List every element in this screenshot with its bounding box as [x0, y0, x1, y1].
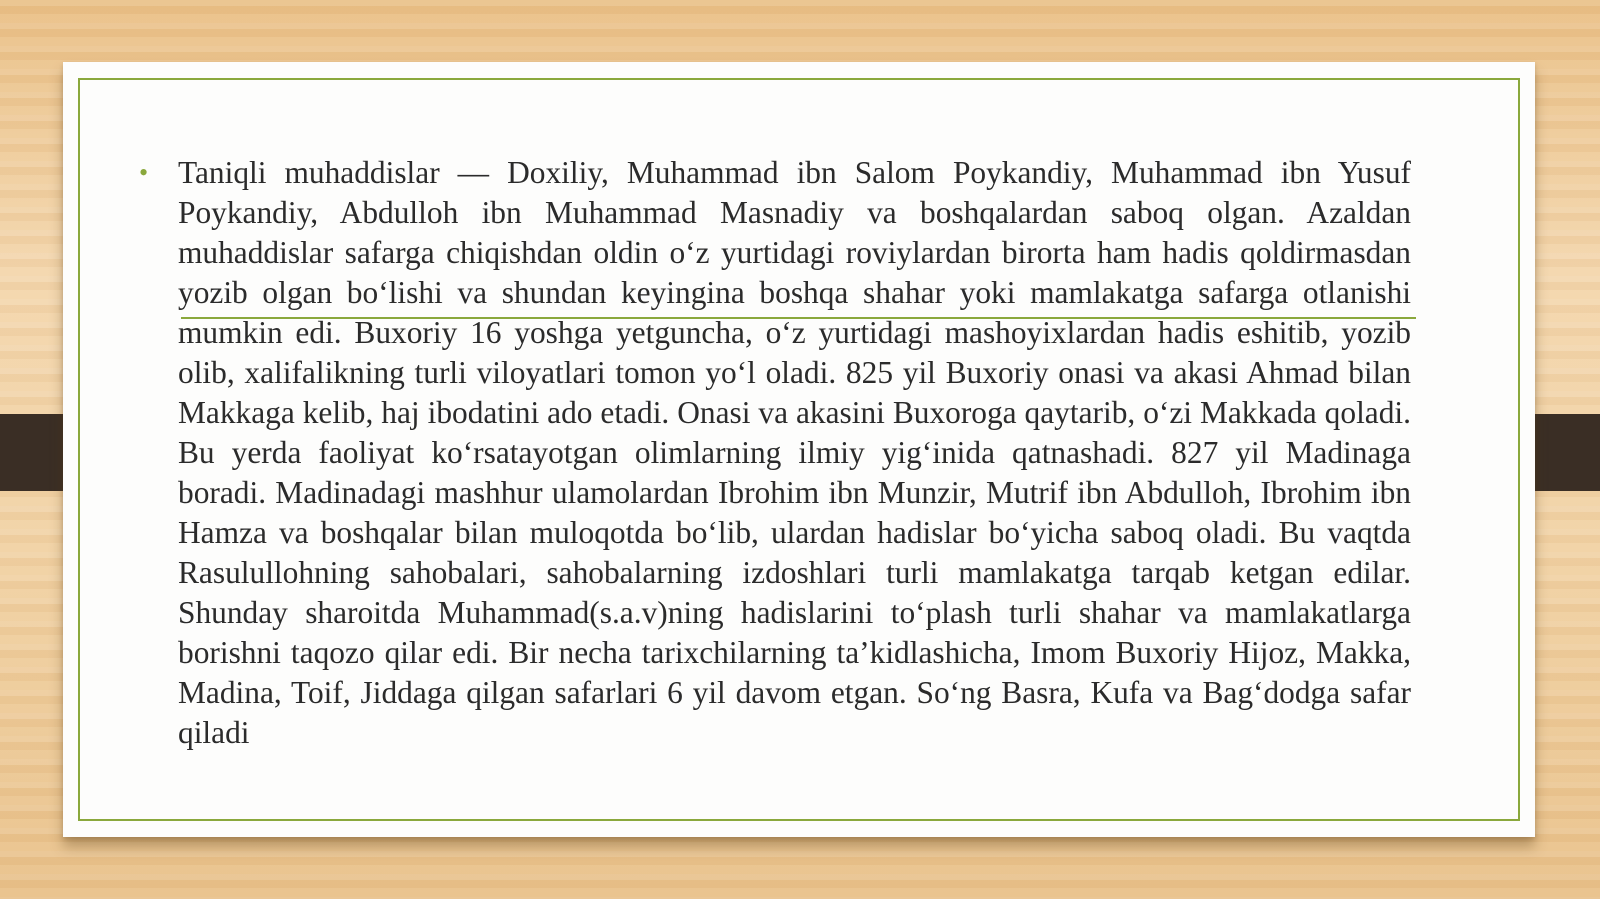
slide-paragraph: Taniqli muhaddislar — Doxiliy, Muhammad ibn Salom Poykandiy, Muhammad ibn Yusuf Poykandiy, Abdulloh ibn Muhammad Masnadiy va boshqalardan saboq olgan. Azaldan muhaddislar safarga chiqishdan oldin o‘z yurtidagi roviylardan birorta ham hadis qoldirmasdan yozib olgan bo‘lishi va shundan keyingina boshqa shahar yoki mamlakatga safarga otlanishi mumkin edi. Buxoriy 16 yoshga yetguncha, o‘z yurtidagi mashoyixlardan hadis eshitib, yozib olib, xalifalikning turli viloyatlari tomon yo‘l oladi. 825 yil Buxoriy onasi va akasi Ahmad bilan Makkaga kelib, haj ibodatini ado etadi. Onasi va akasini Buxoroga qaytarib, o‘zi Makkada qoladi. Bu yerda faoliyat ko‘rsatayotgan olimlarning ilmiy yig‘inida qatnashadi. 827 yil Madinaga boradi. Madinadagi mashhur ulamolardan Ibrohim ibn Munzir, Mutrif ibn Abdulloh, Ibrohim ibn Hamza va boshqalar bilan muloqotda bo‘lib, ulardan hadislar bo‘yicha saboq oladi. Bu vaqtda Rasulullohning sahobalari, sahobalarning izdoshlari turli mamlakatga tarqab ketgan edilar. Shunday sharoitda Muhammad(s.a.v)ning hadislarini to‘plash turli shahar va mamlakatlarga borishni taqozo qilar edi. Bir necha tarixchilarning ta’kidlashicha, Imom Buxoriy Hijoz, Makka, Madina, Toif, Jiddaga qilgan safarlari 6 yil davom etgan. So‘ng Basra, Kufa va Bag‘dodga safar qiladi — [178, 155, 1411, 750]
bullet-icon: • — [139, 158, 149, 187]
